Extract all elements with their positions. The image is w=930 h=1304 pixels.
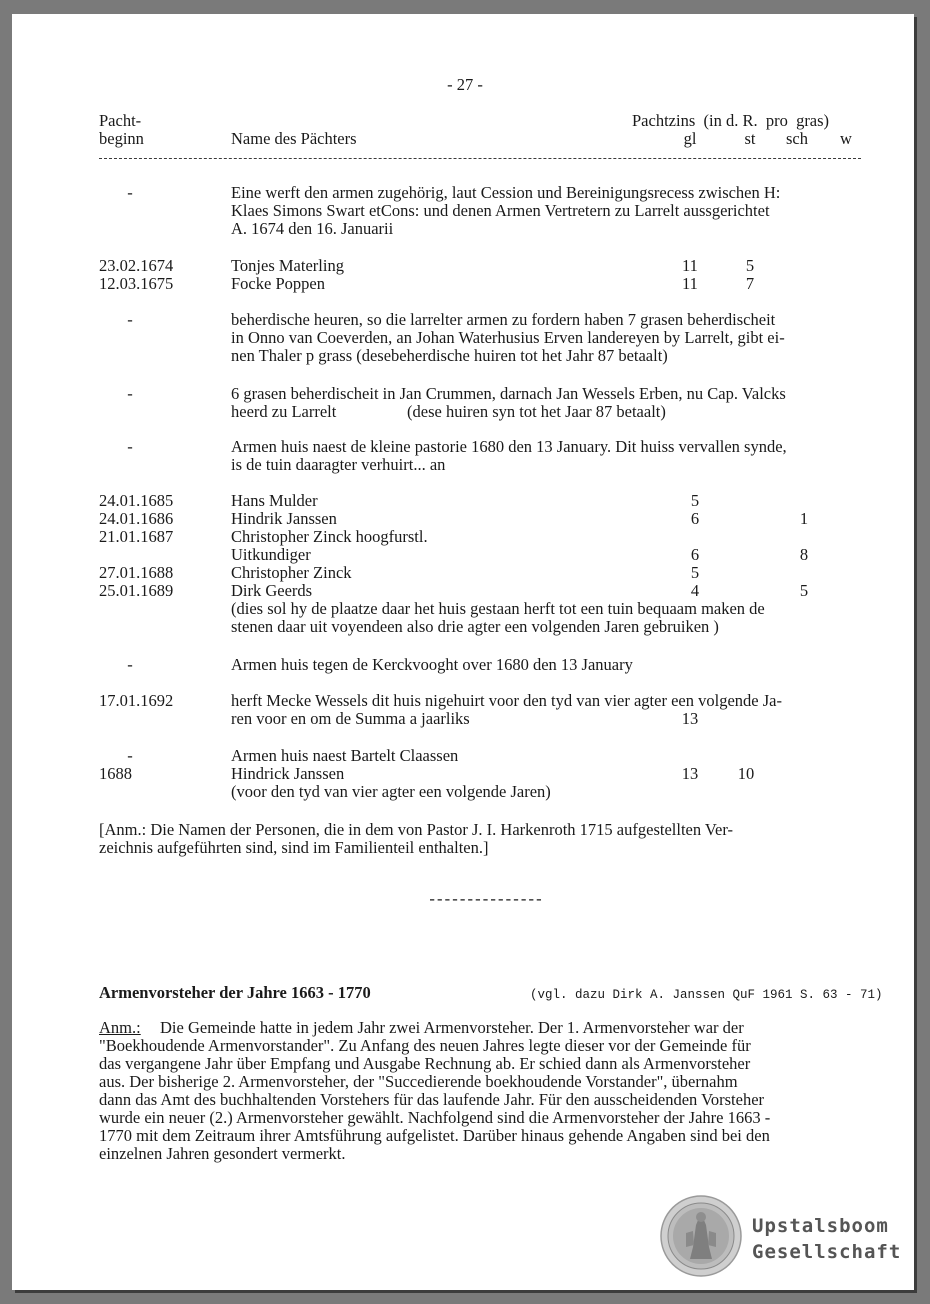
anm-note-line1: [Anm.: Die Namen der Personen, die in dem von Pastor J. I. Harkenroth 1715 aufgestellten Ver- xyxy=(99,820,734,839)
text-line: einzelnen Jahren gesondert vermerkt. xyxy=(99,1144,346,1163)
row-gl: 5 xyxy=(690,491,700,510)
text-line: Armen huis naest de kleine pastorie 1680 den 13 January. Dit huiss vervallen synde, xyxy=(231,437,787,456)
text-line: 1770 mit dem Zeitraum ihrer Amtsführung aufgelistet. Darüber hinaus gehende Angaben sind bei den xyxy=(99,1126,770,1145)
row-name: Uitkundiger xyxy=(231,545,311,564)
row-name: Hindrick Janssen xyxy=(231,764,345,783)
row-gl: 13 xyxy=(681,764,699,783)
section-reference: (vgl. dazu Dirk A. Janssen QuF 1961 S. 63 - 71) xyxy=(530,988,883,1002)
text-line: is de tuin daaragter verhuirt... an xyxy=(231,455,446,474)
row-sch: 5 xyxy=(799,581,809,600)
text-line: aus. Der bisherige 2. Armenvorsteher, der "Succedierende boekhoudende Vorstander", übernahm xyxy=(99,1072,738,1091)
row-name: Hindrik Janssen xyxy=(231,509,337,528)
entry-text-4 xyxy=(231,438,864,474)
header-w: w xyxy=(840,129,852,148)
text-line: wurde ein neuer (2.) Armenvorsteher gewählt. Nachfolgend sind die Armenvorsteher der Jahre 1663 - xyxy=(99,1108,771,1127)
text-line: das vergangene Jahr über Empfang und Ausgabe Rechnung ab. Er schied dann als Armenvorsteher xyxy=(99,1054,751,1073)
row-note: (voor den tyd van vier agter een volgende Jaren) xyxy=(231,782,551,801)
entry-text-2 xyxy=(231,311,864,365)
text-line: Klaes Simons Swart etCons: und denen Armen Vertretern zu Larrelt aussgerichtet xyxy=(231,201,770,220)
header-pachtbeginn-line2: beginn xyxy=(99,129,144,148)
row-note: stenen daar uit voyendeen also drie agter een volgenden Jaren gebruiken ) xyxy=(231,617,719,636)
row-gl: 13 xyxy=(681,709,699,728)
entry-dash: - xyxy=(127,746,133,765)
row-st: 10 xyxy=(737,764,755,783)
row-st: 5 xyxy=(745,256,755,275)
row-gl: 4 xyxy=(690,581,700,600)
entry-dash: - xyxy=(127,183,133,202)
anm2-label: Anm.: xyxy=(99,1018,141,1037)
header-pachtbeginn-line1: Pacht- xyxy=(99,111,142,130)
row-st: 7 xyxy=(745,274,755,293)
entry-text-3-line1: 6 grasen beherdischeit in Jan Crummen, darnach Jan Wessels Erben, nu Cap. Valcks xyxy=(231,384,786,403)
row-gl: 11 xyxy=(682,274,698,293)
header-sch: sch xyxy=(786,129,808,148)
logo-text-line2: Gesellschaft xyxy=(752,1241,902,1263)
entry-dash: - xyxy=(127,655,133,674)
header-pachtzins: Pachtzins (in d. R. pro gras) xyxy=(632,111,830,130)
header-gl: gl xyxy=(683,129,697,148)
row-sch: 1 xyxy=(799,509,809,528)
entry-text-8 xyxy=(231,692,864,728)
entry-dash: - xyxy=(127,437,133,456)
text-line: "Boekhoudende Armenvorstander". Zu Anfang des neuen Jahres legte dieser vor der Gemeinde für xyxy=(99,1036,751,1055)
upstalsboom-seal-icon xyxy=(660,1195,742,1277)
text-line: herft Mecke Wessels dit huis nigehuirt voor den tyd van vier agter een volgende Ja- xyxy=(231,691,782,710)
header-divider xyxy=(99,158,861,159)
entry-text-3-line2b: (dese huiren syn tot het Jaar 87 betaalt) xyxy=(407,402,666,421)
text-line: ren voor en om de Summa a jaarliks xyxy=(231,709,470,728)
row-date: 24.01.1685 xyxy=(99,491,174,510)
page-number: - 27 - xyxy=(447,75,483,94)
row-sch: 8 xyxy=(799,545,809,564)
entry-text-5: Armen huis tegen de Kerckvooght over 1680 den 13 January xyxy=(231,655,633,674)
text-line: Eine werft den armen zugehörig, laut Cession und Bereinigungsrecess zwischen H: xyxy=(231,183,781,202)
row-date: 21.01.1687 xyxy=(99,527,174,546)
row-name: Christopher Zinck hoogfurstl. xyxy=(231,527,428,546)
row-name: Hans Mulder xyxy=(231,491,318,510)
row-name: Dirk Geerds xyxy=(231,581,313,600)
row-gl: 5 xyxy=(690,563,700,582)
row-name: Christopher Zinck xyxy=(231,563,352,582)
logo-text-line1: Upstalsboom xyxy=(752,1215,889,1237)
row-date: 27.01.1688 xyxy=(99,563,174,582)
text-line: in Onno van Coeverden, an Johan Waterhusius Erven landereyen by Larrelt, gibt ei- xyxy=(231,328,785,347)
text-line: A. 1674 den 16. Januarii xyxy=(231,219,394,238)
header-name-des-paechters: Name des Pächters xyxy=(231,129,357,148)
text-line: beherdische heuren, so die larrelter armen zu fordern haben 7 grasen beherdischeit xyxy=(231,310,776,329)
row-gl: 6 xyxy=(690,509,700,528)
row-note: (dies sol hy de plaatze daar het huis gestaan herft tot een tuin bequaam maken de xyxy=(231,599,765,618)
entry-text-6: Armen huis naest Bartelt Claassen xyxy=(231,746,459,765)
row-date: 25.01.1689 xyxy=(99,581,174,600)
text-line: nen Thaler p grass (desebeherdische huiren tot het Jahr 87 betaalt) xyxy=(231,346,668,365)
entry-text-3-line2a: heerd zu Larrelt xyxy=(231,402,337,421)
row-date: 12.03.1675 xyxy=(99,274,174,293)
anm-note-line2: zeichnis aufgeführten sind, sind im Familienteil enthalten.] xyxy=(99,838,489,857)
row-date: 17.01.1692 xyxy=(99,691,174,710)
header-st: st xyxy=(744,129,756,148)
text-line: Die Gemeinde hatte in jedem Jahr zwei Armenvorsteher. Der 1. Armenvorsteher war der xyxy=(160,1018,744,1037)
row-date: 1688 xyxy=(99,764,132,783)
row-date: 23.02.1674 xyxy=(99,256,174,275)
row-gl: 6 xyxy=(690,545,700,564)
row-name: Focke Poppen xyxy=(231,274,325,293)
text-line: dann das Amt des buchhaltenden Vorstehers für das laufende Jahr. Für den ausscheidenden Vorsteher xyxy=(99,1090,765,1109)
section-separator: - - - - - - - - - - - - - - - xyxy=(429,889,541,908)
entry-text-1 xyxy=(231,184,864,238)
row-name: Tonjes Materling xyxy=(231,256,344,275)
row-gl: 11 xyxy=(682,256,698,275)
entry-dash: - xyxy=(127,384,133,403)
row-date: 24.01.1686 xyxy=(99,509,174,528)
entry-dash: - xyxy=(127,310,133,329)
section-title: Armenvorsteher der Jahre 1663 - 1770 xyxy=(99,983,371,1002)
